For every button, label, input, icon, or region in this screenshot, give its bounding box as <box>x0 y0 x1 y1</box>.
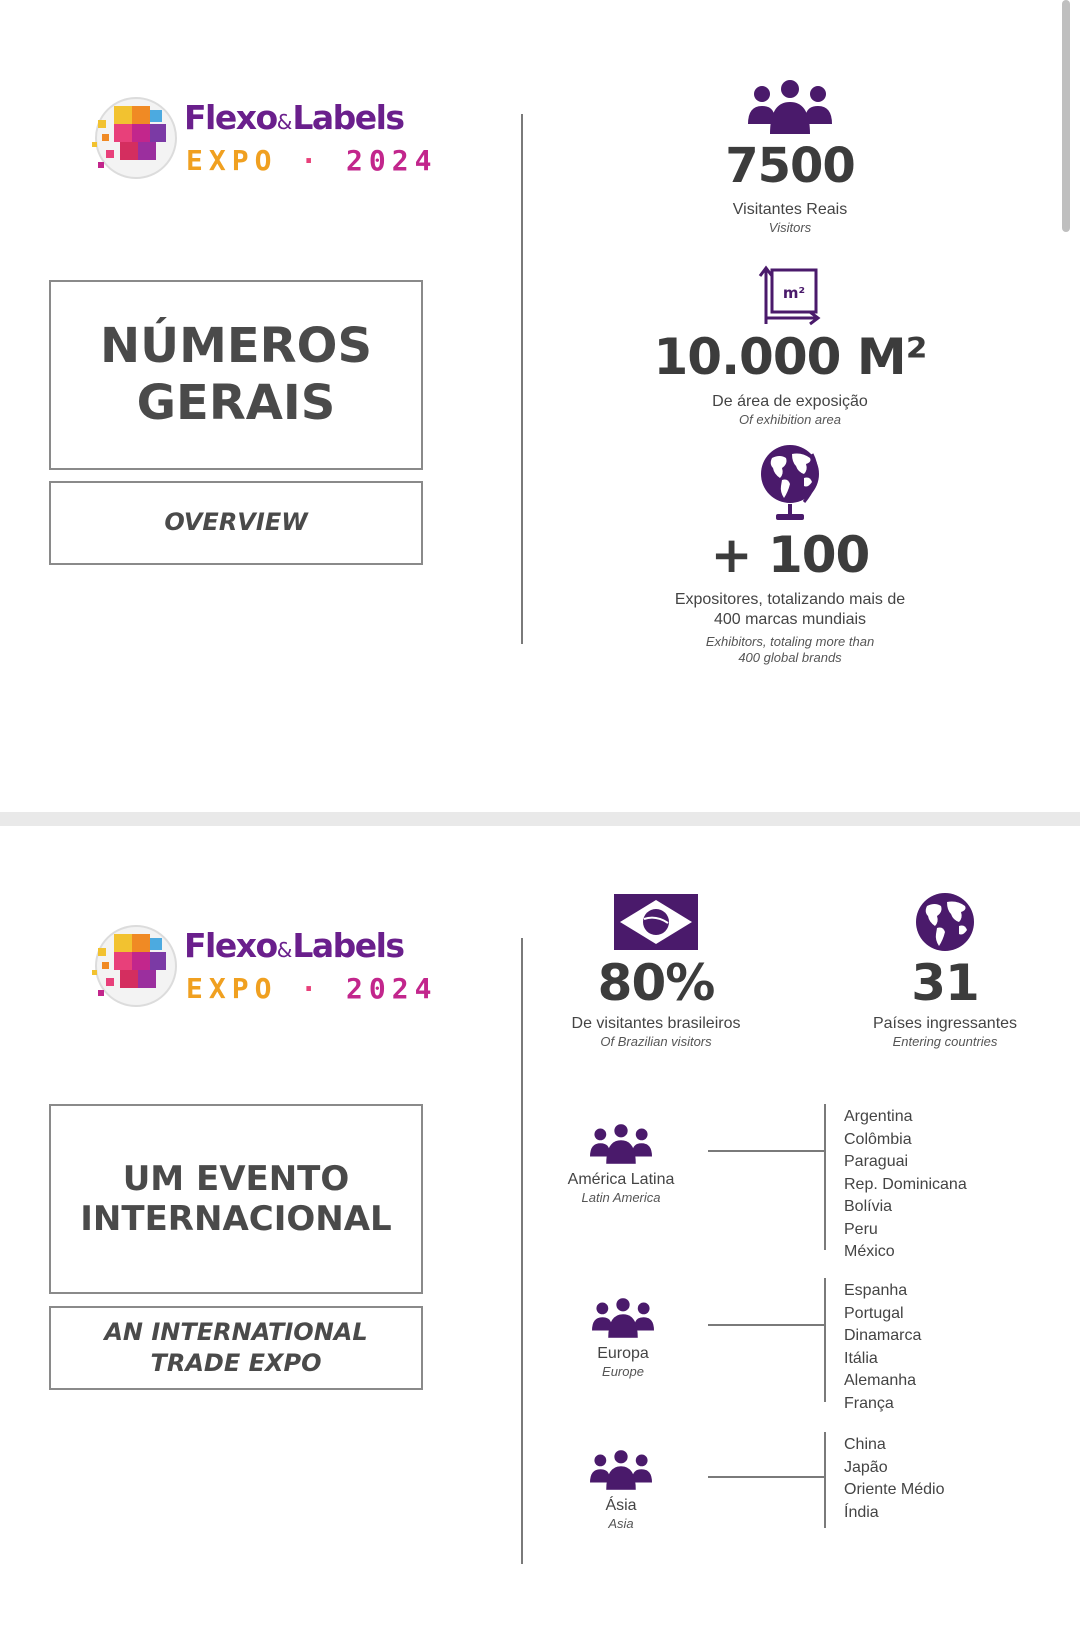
region-name: Europa <box>597 1345 649 1362</box>
stat-value: 80% <box>597 954 715 1012</box>
list-item: Itália <box>844 1349 878 1367</box>
stat-value: 31 <box>911 954 979 1012</box>
stat-visitors <box>640 80 940 236</box>
region-name-en: Europe <box>602 1364 644 1379</box>
region-name: América Latina <box>567 1171 675 1188</box>
flexo-labels-logo <box>84 90 438 190</box>
page-title: NÚMEROS GERAIS <box>99 318 373 431</box>
page-subtitle: AN INTERNATIONAL TRADE EXPO <box>104 1317 368 1377</box>
stat-entering-countries <box>840 892 1050 1050</box>
logo-brand-text: Flexo&Labels <box>184 926 404 965</box>
title-box <box>49 280 423 470</box>
region-name-en: Latin America <box>581 1190 661 1205</box>
people-icon <box>590 1124 652 1164</box>
subtitle-box <box>49 1306 423 1390</box>
country-list-asia <box>844 1434 945 1524</box>
stat-label-en: Of exhibition area <box>739 412 841 427</box>
bracket-line <box>824 1278 826 1402</box>
stat-label: Países ingressantes <box>872 1015 1018 1032</box>
divider-line <box>521 114 523 644</box>
stat-value: 10.000 M² <box>653 328 927 386</box>
slide-international <box>0 826 1080 1638</box>
subtitle-box <box>49 481 423 565</box>
region-asia <box>546 1450 696 1532</box>
connector-line <box>708 1150 826 1152</box>
stat-area <box>620 264 960 428</box>
stat-value: 7500 <box>725 138 855 194</box>
country-list-europe <box>844 1280 921 1415</box>
stat-value: + 100 <box>710 526 870 584</box>
list-item: Oriente Médio <box>844 1481 945 1498</box>
list-item: França <box>844 1394 894 1412</box>
globe-icon <box>915 892 975 952</box>
flexo-labels-logo <box>84 918 438 1018</box>
region-europe <box>548 1298 698 1380</box>
list-item: Colômbia <box>844 1130 912 1148</box>
page-title: UM EVENTO INTERNACIONAL <box>80 1158 392 1239</box>
logo-mark-icon <box>84 918 180 1014</box>
stat-label-en: Entering countries <box>892 1034 998 1049</box>
stat-label-en: Exhibitors, totaling more than 400 global brands <box>705 634 875 666</box>
logo-mark-icon <box>84 90 180 186</box>
list-item: Rep. Dominicana <box>844 1175 967 1193</box>
brazil-flag-icon <box>614 894 698 950</box>
bracket-line <box>824 1432 826 1528</box>
people-icon <box>748 80 832 134</box>
divider-line <box>521 938 523 1564</box>
list-item: Japão <box>844 1458 888 1476</box>
logo-expo-year: EXPO · 2024 <box>186 972 438 1005</box>
list-item: Bolívia <box>844 1198 893 1215</box>
list-item: Paraguai <box>844 1153 909 1170</box>
stat-label: De visitantes brasileiros <box>571 1015 741 1032</box>
connector-line <box>708 1476 826 1478</box>
region-latin-america <box>546 1124 696 1206</box>
list-item: China <box>844 1436 886 1453</box>
stat-label: Expositores, totalizando mais de 400 marcas mundiais <box>674 591 906 628</box>
logo-expo-year: EXPO · 2024 <box>186 144 438 177</box>
country-list-latin-america <box>844 1106 967 1264</box>
page-subtitle: OVERVIEW <box>164 508 308 537</box>
region-name: Ásia <box>605 1497 637 1514</box>
title-box <box>49 1104 423 1294</box>
list-item: Peru <box>844 1220 878 1238</box>
stat-label: Visitantes Reais <box>732 201 848 218</box>
connector-line <box>708 1324 826 1326</box>
stat-label-en: Visitors <box>768 220 812 235</box>
stat-brazilian-visitors <box>546 894 766 1050</box>
list-item: México <box>844 1243 895 1260</box>
list-item: Argentina <box>844 1108 913 1125</box>
stat-exhibitors <box>620 444 960 667</box>
list-item: Dinamarca <box>844 1327 922 1344</box>
area-m2-icon <box>758 264 822 326</box>
globe-stand-icon <box>758 444 822 524</box>
stat-label-en: Of Brazilian visitors <box>600 1034 712 1049</box>
bracket-line <box>824 1104 826 1250</box>
list-item: Alemanha <box>844 1372 917 1389</box>
slide-overview <box>0 0 1080 812</box>
region-name-en: Asia <box>608 1516 634 1531</box>
people-icon <box>592 1298 654 1338</box>
stat-label: De área de exposição <box>712 393 868 410</box>
people-icon <box>590 1450 652 1490</box>
svg-text:m²: m² <box>782 284 806 302</box>
list-item: Espanha <box>844 1282 908 1299</box>
scrollbar[interactable] <box>1062 0 1070 232</box>
list-item: Portugal <box>844 1304 904 1322</box>
logo-brand-text: Flexo&Labels <box>184 98 404 137</box>
list-item: Índia <box>844 1503 879 1521</box>
